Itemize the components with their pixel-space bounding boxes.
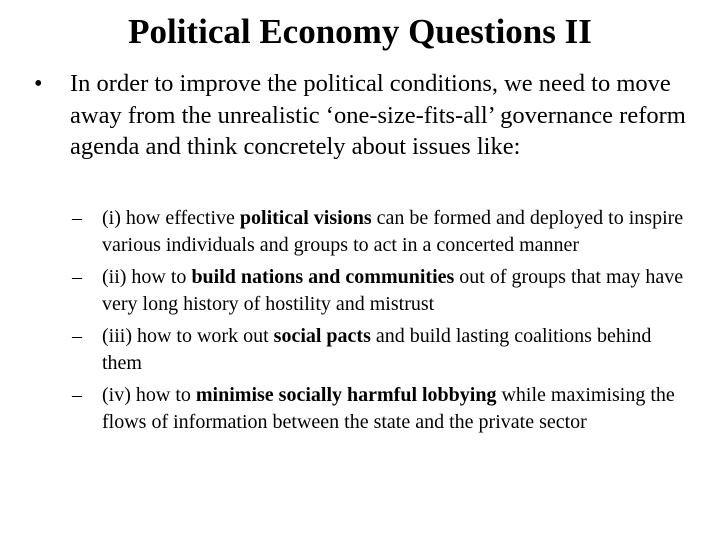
sub-bullet-text: and build lasting coalitions behind them xyxy=(102,325,652,374)
dash-marker: – xyxy=(72,207,82,229)
sub-bullet-item xyxy=(72,382,692,435)
sub-bullet-emphasis: political visions xyxy=(239,207,372,229)
sub-bullet-list xyxy=(72,205,692,441)
sub-bullet-text: (iv) how to xyxy=(102,384,196,406)
sub-bullet-text: while maximising the flows of information between the state and the private sector xyxy=(102,384,675,433)
sub-bullet-emphasis: social pacts xyxy=(273,325,371,347)
sub-bullet-item xyxy=(72,205,692,258)
dash-marker: – xyxy=(72,266,82,288)
main-bullet-text: In order to improve the political conditions, we need to move away from the unrealistic ‘one-size-fits-all’ governance reform agenda and think concretely about issues like: xyxy=(70,70,686,160)
sub-bullet-text: (i) how effective xyxy=(102,207,240,229)
sub-bullet-item xyxy=(72,323,692,376)
sub-bullet-text: (ii) how to xyxy=(102,266,192,288)
sub-bullet-emphasis: build nations and communities xyxy=(191,266,455,288)
sub-bullet-item xyxy=(72,264,692,317)
sub-bullet-text: can be formed and deployed to inspire various individuals and groups to act in a concerted manner xyxy=(102,207,684,256)
dash-marker: – xyxy=(72,325,82,347)
dash-marker: – xyxy=(72,384,82,406)
sub-bullet-text: out of groups that may have very long history of hostility and mistrust xyxy=(102,266,684,315)
main-bullet xyxy=(34,68,694,163)
slide-title: Political Economy Questions II xyxy=(128,12,592,51)
sub-bullet-emphasis: minimise socially harmful lobbying xyxy=(195,384,497,406)
sub-bullet-text: (iii) how to work out xyxy=(102,325,274,347)
bullet-marker: • xyxy=(34,70,43,97)
